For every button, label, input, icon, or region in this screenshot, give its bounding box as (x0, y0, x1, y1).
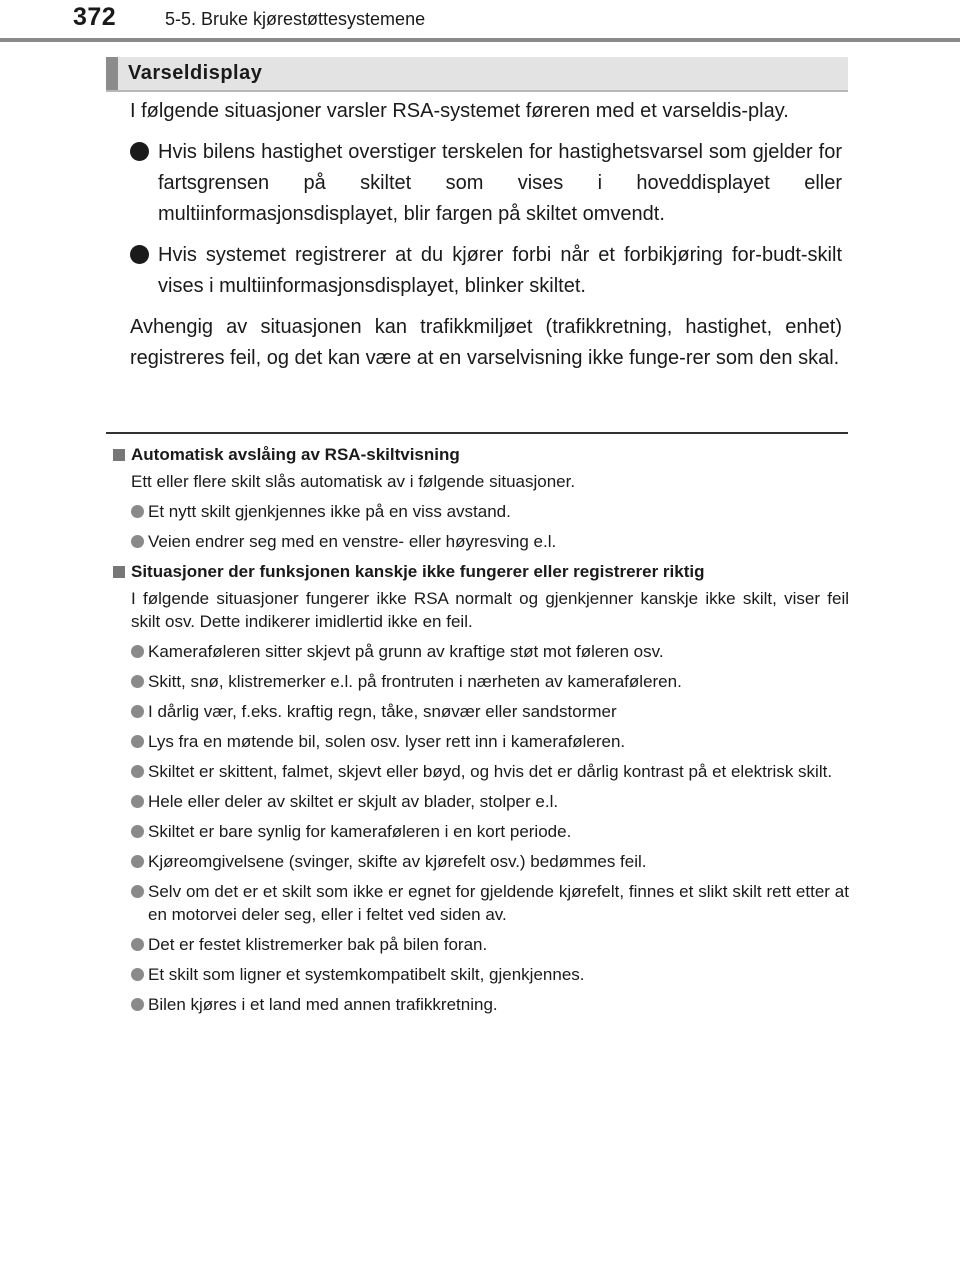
bullet-text: Veien endrer seg med en venstre- eller høyresving e.l. (148, 532, 557, 551)
list-item (113, 760, 849, 783)
list-item (113, 850, 849, 873)
bullet-text: Skiltet er skittent, falmet, skjevt eller bøyd, og hvis det er dårlig kontrast på et elektrisk skilt. (148, 762, 833, 781)
header-rule (0, 38, 960, 42)
page-number: 372 (73, 3, 117, 31)
list-item (113, 500, 849, 523)
chapter-title: 5-5. Bruke kjørestøttesystemene (165, 9, 426, 29)
bullet-text: Kameraføleren sitter skjevt på grunn av kraftige støt mot føleren osv. (148, 642, 664, 661)
bullet-text: Hele eller deler av skiltet er skjult av blader, stolper e.l. (148, 792, 559, 811)
note-heading (113, 560, 849, 583)
notes-section (113, 443, 849, 1023)
bullet-text: Hvis bilens hastighet overstiger terskelen for hastighetsvarsel som gjelder for fartsgrensen på skiltet som vises i hoveddisplayet eller multiinformasjonsdisplayet, blir fargen på skiltet omvendt. (158, 141, 842, 225)
bullet-text: Det er festet klistremerker bak på bilen foran. (148, 935, 488, 954)
note-heading (113, 443, 849, 466)
list-item (113, 933, 849, 956)
closing-paragraph: Avhengig av situasjonen kan trafikkmiljøet (trafikkretning, hastighet, enhet) registreres feil, og det kan være at en varselvisning ikke funge-rer som den skal. (130, 316, 842, 369)
section-title: Varseldisplay (128, 62, 263, 84)
bullet-text: Skiltet er bare synlig for kameraføleren i en kort periode. (148, 822, 572, 841)
list-item (113, 730, 849, 753)
bullet-icon (131, 675, 144, 688)
section-divider (106, 432, 848, 434)
bullet-icon (131, 968, 144, 981)
bullet-icon (130, 142, 149, 161)
bullet-icon (131, 705, 144, 718)
list-item (113, 700, 849, 723)
bullet-icon (130, 245, 149, 264)
bullet-icon (131, 645, 144, 658)
list-item (130, 137, 842, 230)
note-text: Ett eller flere skilt slås automatisk av i følgende situasjoner. (131, 472, 576, 491)
note-heading-text: Situasjoner der funksjonen kanskje ikke fungerer eller registrerer riktig (131, 562, 705, 581)
bullet-icon (131, 855, 144, 868)
bullet-text: Et nytt skilt gjenkjennes ikke på en viss avstand. (148, 502, 511, 521)
list-item (113, 993, 849, 1016)
list-item (113, 880, 849, 926)
bullet-text: I dårlig vær, f.eks. kraftig regn, tåke, snøvær eller sandstormer (148, 702, 617, 721)
bullet-text: Et skilt som ligner et systemkompatibelt skilt, gjenkjennes. (148, 965, 585, 984)
square-bullet-icon (113, 449, 125, 461)
square-bullet-icon (113, 566, 125, 578)
bullet-icon (131, 505, 144, 518)
bullet-icon (131, 938, 144, 951)
bullet-icon (131, 998, 144, 1011)
note-heading-text: Automatisk avslåing av RSA-skiltvisning (131, 445, 460, 464)
bullet-icon (131, 765, 144, 778)
page-header (0, 0, 960, 40)
bullet-text: Hvis systemet registrerer at du kjører forbi når et forbikjøring for-budt-skilt vises i multiinformasjonsdisplayet, blinker skiltet. (158, 244, 842, 297)
list-item (113, 963, 849, 986)
bullet-text: Kjøreomgivelsene (svinger, skifte av kjørefelt osv.) bedømmes feil. (148, 852, 647, 871)
bullet-icon (131, 885, 144, 898)
list-item (130, 240, 842, 302)
main-text (130, 96, 842, 384)
bullet-text: Selv om det er et skilt som ikke er egnet for gjeldende kjørefelt, finnes et slikt skilt rett etter at en motorvei deler seg, eller i feltet ved siden av. (148, 882, 849, 924)
bullet-icon (131, 535, 144, 548)
list-item (113, 790, 849, 813)
bullet-text: Bilen kjøres i et land med annen trafikkretning. (148, 995, 498, 1014)
bullet-text: Lys fra en møtende bil, solen osv. lyser rett inn i kameraføleren. (148, 732, 626, 751)
section-title-bar (106, 57, 848, 92)
list-item (113, 820, 849, 843)
list-item (113, 640, 849, 663)
bullet-icon (131, 735, 144, 748)
bullet-icon (131, 795, 144, 808)
bullet-icon (131, 825, 144, 838)
list-item (113, 670, 849, 693)
section-accent (106, 57, 118, 90)
bullet-text: Skitt, snø, klistremerker e.l. på frontruten i nærheten av kameraføleren. (148, 672, 682, 691)
note-text: I følgende situasjoner fungerer ikke RSA normalt og gjenkjenner kanskje ikke skilt, viser feil skilt osv. Dette indikerer imidlertid ikke en feil. (131, 589, 849, 631)
list-item (113, 530, 849, 553)
intro-paragraph: I følgende situasjoner varsler RSA-systemet føreren med et varseldis-play. (130, 100, 789, 122)
